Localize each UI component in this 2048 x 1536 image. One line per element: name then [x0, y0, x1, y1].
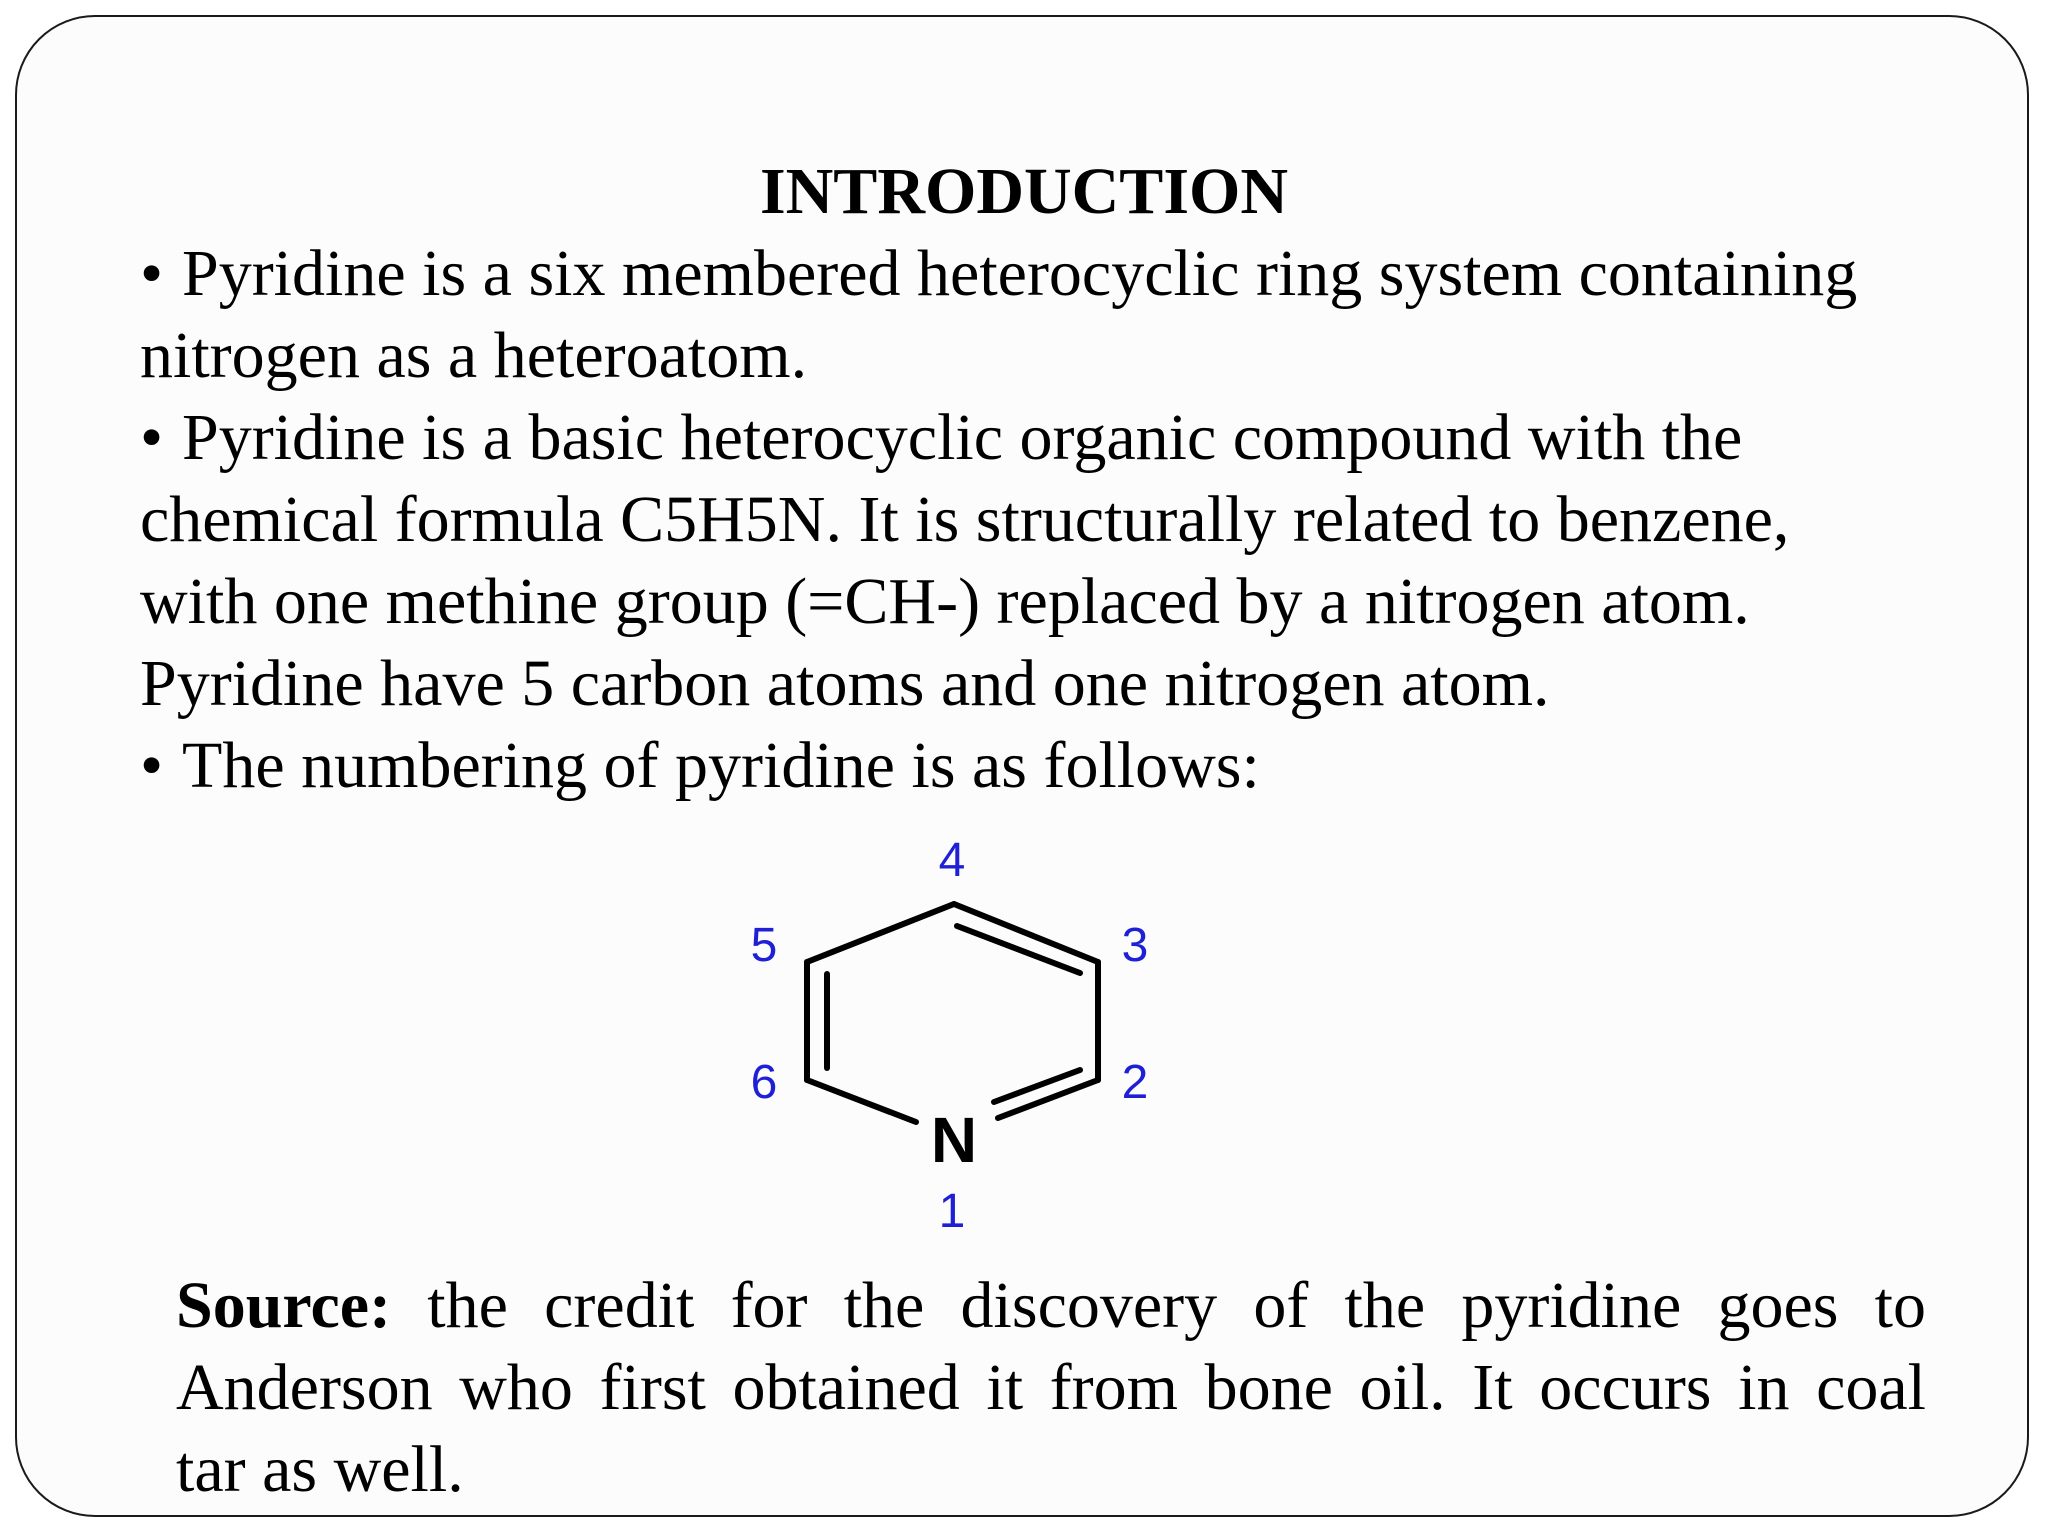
source-paragraph: [176, 1265, 1926, 1511]
bullet-marker: •: [140, 237, 164, 310]
source-label: Source:: [176, 1269, 392, 1342]
position-label-2: 2: [1121, 1056, 1149, 1109]
bullet-item: [140, 233, 1940, 397]
bullet-marker: •: [140, 401, 164, 474]
position-label-6: 6: [750, 1056, 778, 1109]
bullet-list: [140, 233, 1940, 807]
bond-c2-n1-inner: [994, 1070, 1080, 1102]
bullet-line: with one methine group (=CH-) replaced by a nitrogen atom.: [140, 565, 1750, 638]
bullet-line: nitrogen as a heteroatom.: [140, 319, 808, 392]
position-label-3: 3: [1121, 919, 1149, 972]
source-line: tar as well.: [176, 1433, 464, 1506]
position-label-4: 4: [938, 834, 966, 887]
position-label-5: 5: [750, 919, 778, 972]
source-line: Anderson who first obtained it from bone oil. It occurs in coal: [176, 1351, 1926, 1424]
bullet-item: [140, 725, 1940, 807]
bond-c6-n1: [807, 1080, 916, 1122]
ring-bonds: [807, 904, 1098, 1122]
nitrogen-atom-label: N: [930, 1104, 978, 1176]
bullet-line: Pyridine have 5 carbon atoms and one nitrogen atom.: [140, 647, 1550, 720]
bullet-item: [140, 397, 1940, 725]
bullet-line: chemical formula C5H5N. It is structurally related to benzene,: [140, 483, 1790, 556]
source-line: the credit for the discovery of the pyridine goes to: [427, 1269, 1927, 1342]
bullet-marker: •: [140, 729, 164, 802]
position-label-1: 1: [938, 1185, 966, 1238]
pyridine-structure-diagram: [720, 830, 1200, 1240]
bullet-line: Pyridine is a basic heterocyclic organic compound with the: [182, 401, 1743, 474]
bullet-line: Pyridine is a six membered heterocyclic ring system containing: [182, 237, 1858, 310]
bond-c2-n1: [998, 1080, 1098, 1118]
bond-c4-c5: [807, 904, 954, 962]
position-labels: [751, 834, 1149, 1238]
bullet-line: The numbering of pyridine is as follows:: [182, 729, 1260, 802]
slide-title: INTRODUCTION: [759, 155, 1289, 228]
